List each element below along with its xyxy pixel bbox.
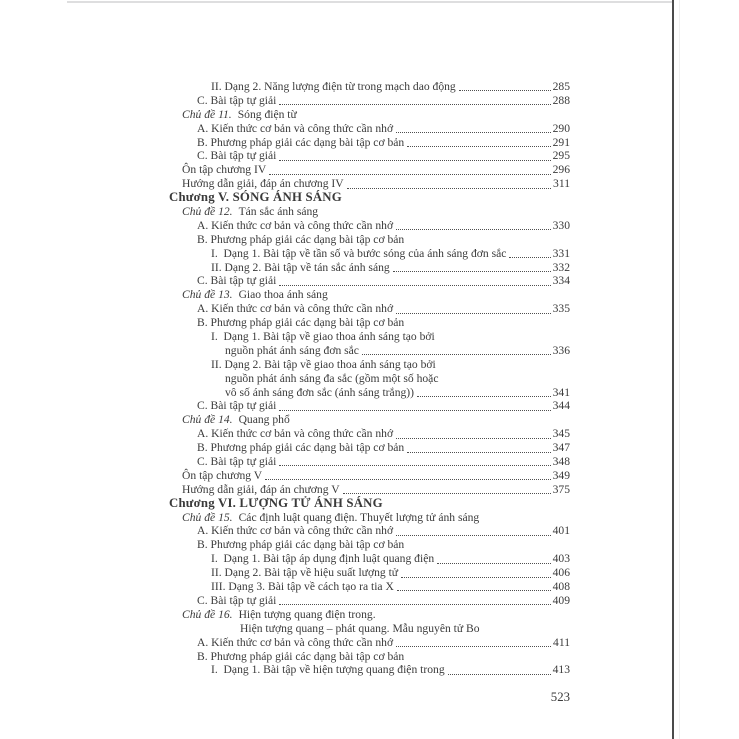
dot-leader [279, 604, 550, 605]
toc-entry [169, 427, 570, 441]
topic-label: Chủ đề 11. [182, 107, 232, 121]
toc-entry [169, 608, 570, 622]
dot-leader [437, 563, 550, 564]
entry-page-number: 345 [552, 427, 570, 441]
table-of-contents [169, 80, 570, 677]
toc-entry [169, 636, 570, 650]
toc-entry [169, 205, 570, 219]
entry-title: Giao thoa ánh sáng [238, 288, 328, 302]
dot-leader [401, 577, 551, 578]
entry-title: Hướng dẫn giải, đáp án chương V [182, 482, 340, 496]
entry-page-number: 344 [552, 399, 570, 413]
entry-title: A. Kiến thức cơ bản và công thức cần nhớ [197, 302, 394, 316]
dot-leader [393, 271, 551, 272]
entry-title: I. Dạng 1. Bài tập về hiện tượng quang điện trong [211, 663, 445, 677]
entry-title: III. Dạng 3. Bài tập về cách tạo ra tia X [211, 580, 394, 594]
toc-entry [169, 288, 570, 302]
toc-entry [169, 399, 570, 413]
entry-page-number: 296 [552, 163, 570, 177]
toc-entry [169, 386, 570, 400]
entry-title: Ôn tập chương IV [182, 163, 267, 177]
entry-page-number: 330 [552, 218, 570, 232]
toc-entry [169, 525, 570, 539]
dot-leader [396, 535, 551, 536]
toc-entry [169, 580, 570, 594]
entry-page-number: 336 [552, 343, 570, 357]
entry-title: B. Phương pháp giải các dạng bài tập cơ bản [197, 538, 405, 552]
dot-leader [448, 674, 551, 675]
entry-title: C. Bài tập tự giải [197, 593, 277, 607]
dot-leader [509, 257, 550, 258]
toc-entry [169, 372, 570, 386]
entry-title: Hiện tượng quang điện trong. [238, 607, 376, 621]
entry-title: I. Dạng 1. Bài tập áp dụng định luật quang điện [211, 552, 435, 566]
entry-page-number: 288 [552, 93, 570, 107]
dot-leader [279, 465, 550, 466]
entry-title: I. Dạng 1. Bài tập về giao thoa ánh sáng tạo bởi [211, 330, 435, 344]
toc-entry [169, 469, 570, 483]
entry-title: II. Dạng 2. Bài tập về hiệu suất lượng tử [211, 566, 399, 580]
entry-title: I. Dạng 1. Bài tập về tần số và bước sóng của ánh sáng đơn sắc [211, 246, 507, 260]
entry-title: A. Kiến thức cơ bản và công thức cần nhớ [197, 121, 394, 135]
entry-page-number: 331 [552, 246, 570, 260]
entry-page-number: 347 [552, 441, 570, 455]
entry-page-number: 348 [552, 455, 570, 469]
toc-entry [169, 538, 570, 552]
dot-leader [343, 493, 551, 494]
toc-entry [169, 219, 570, 233]
dot-leader [396, 646, 551, 647]
entry-title: vô số ánh sáng đơn sắc (ánh sáng trắng)) [225, 385, 415, 399]
entry-title: B. Phương pháp giải các dạng bài tập cơ bản [197, 441, 405, 455]
entry-title: C. Bài tập tự giải [197, 399, 277, 413]
entry-page-number: 334 [552, 274, 570, 288]
entry-title: Sóng điện từ [237, 107, 297, 121]
entry-title: II. Dạng 2. Bài tập về giao thoa ánh sáng tạo bởi [211, 357, 436, 371]
dot-leader [459, 90, 551, 91]
toc-entry [169, 108, 570, 122]
entry-title: Quang phổ [238, 413, 290, 427]
entry-title: Ôn tập chương V [182, 468, 263, 482]
toc-entry [169, 177, 570, 191]
dot-leader [362, 354, 551, 355]
dot-leader [269, 174, 550, 175]
entry-page-number: 335 [552, 302, 570, 316]
toc-entry [169, 163, 570, 177]
page-right-edge-line [672, 0, 674, 739]
toc-entry [169, 191, 570, 205]
entry-title: A. Kiến thức cơ bản và công thức cần nhớ [197, 427, 394, 441]
entry-title: II. Dạng 2. Bài tập về tán sắc ánh sáng [211, 260, 390, 274]
entry-page-number: 295 [552, 149, 570, 163]
toc-entry [169, 247, 570, 261]
entry-title: B. Phương pháp giải các dạng bài tập cơ bản [197, 232, 405, 246]
entry-page-number: 406 [552, 566, 570, 580]
toc-entry [169, 330, 570, 344]
toc-entry [169, 94, 570, 108]
topic-label: Chủ đề 13. [182, 288, 233, 302]
dot-leader [279, 410, 550, 411]
entry-page-number: 341 [552, 385, 570, 399]
entry-page-number: 408 [552, 580, 570, 594]
toc-entry [169, 650, 570, 664]
entry-title: Chương V. SÓNG ÁNH SÁNG [169, 190, 342, 205]
toc-entry [169, 122, 570, 136]
toc-entry [169, 136, 570, 150]
entry-title: C. Bài tập tự giải [197, 455, 277, 469]
toc-entry [169, 302, 570, 316]
entry-title: B. Phương pháp giải các dạng bài tập cơ bản [197, 649, 405, 663]
entry-page-number: 332 [552, 260, 570, 274]
toc-entry [169, 261, 570, 275]
entry-title: Chương VI. LƯỢNG TỬ ÁNH SÁNG [169, 495, 383, 510]
entry-title: Hiện tượng quang – phát quang. Mẫu nguyên tử Bo [240, 621, 480, 635]
toc-entry [169, 233, 570, 247]
entry-title: Các định luật quang điện. Thuyết lượng tử ánh sáng [238, 510, 480, 524]
toc-entry [169, 316, 570, 330]
dot-leader [347, 188, 551, 189]
dot-leader [396, 438, 551, 439]
toc-entry [169, 622, 570, 636]
entry-title: C. Bài tập tự giải [197, 93, 277, 107]
entry-page-number: 409 [552, 593, 570, 607]
entry-page-number: 411 [553, 635, 570, 649]
entry-title: A. Kiến thức cơ bản và công thức cần nhớ [197, 635, 394, 649]
entry-page-number: 311 [553, 177, 570, 191]
dot-leader [407, 146, 550, 147]
entry-title: A. Kiến thức cơ bản và công thức cần nhớ [197, 218, 394, 232]
entry-title: II. Dạng 2. Năng lượng điện từ trong mạch dao động [211, 79, 456, 93]
entry-page-number: 403 [552, 552, 570, 566]
toc-entry [169, 511, 570, 525]
toc-entry [169, 497, 570, 511]
topic-label: Chủ đề 12. [182, 205, 233, 218]
topic-label: Chủ đề 16. [182, 607, 233, 621]
topic-label: Chủ đề 15. [182, 510, 233, 524]
entry-title: B. Phương pháp giải các dạng bài tập cơ bản [197, 135, 405, 149]
entry-title: nguồn phát ánh sáng đơn sắc [225, 343, 359, 357]
dot-leader [417, 396, 551, 397]
toc-entry [169, 441, 570, 455]
entry-title: Tán sắc ánh sáng [238, 205, 319, 218]
toc-entry [169, 358, 570, 372]
entry-title: nguồn phát ánh sáng đa sắc (gồm một số hoặc [225, 371, 439, 385]
dot-leader [396, 229, 551, 230]
entry-page-number: 349 [552, 468, 570, 482]
dot-leader [279, 285, 550, 286]
dot-leader [396, 132, 551, 133]
dot-leader [397, 590, 551, 591]
dot-leader [279, 104, 550, 105]
page-top-edge-line [67, 1, 673, 3]
dot-leader [407, 452, 550, 453]
toc-entry [169, 663, 570, 677]
toc-entry [169, 149, 570, 163]
toc-entry [169, 413, 570, 427]
entry-title: C. Bài tập tự giải [197, 274, 277, 288]
toc-entry [169, 552, 570, 566]
entry-title: Hướng dẫn giải, đáp án chương IV [182, 177, 344, 191]
entry-title: B. Phương pháp giải các dạng bài tập cơ bản [197, 316, 405, 330]
dot-leader [396, 313, 551, 314]
toc-entry [169, 80, 570, 94]
topic-label: Chủ đề 14. [182, 413, 233, 427]
entry-page-number: 290 [552, 121, 570, 135]
dot-leader [279, 160, 550, 161]
toc-entry [169, 344, 570, 358]
toc-entry [169, 483, 570, 497]
entry-page-number: 413 [552, 663, 570, 677]
page-right-edge-shadow [679, 0, 680, 739]
dot-leader [265, 479, 550, 480]
toc-entry [169, 566, 570, 580]
toc-entry [169, 274, 570, 288]
entry-title: C. Bài tập tự giải [197, 149, 277, 163]
entry-title: A. Kiến thức cơ bản và công thức cần nhớ [197, 524, 394, 538]
entry-page-number: 401 [552, 524, 570, 538]
toc-entry [169, 594, 570, 608]
toc-entry [169, 455, 570, 469]
entry-page-number: 375 [552, 482, 570, 496]
entry-page-number: 291 [552, 135, 570, 149]
entry-page-number: 285 [552, 79, 570, 93]
page-number: 523 [550, 690, 570, 704]
